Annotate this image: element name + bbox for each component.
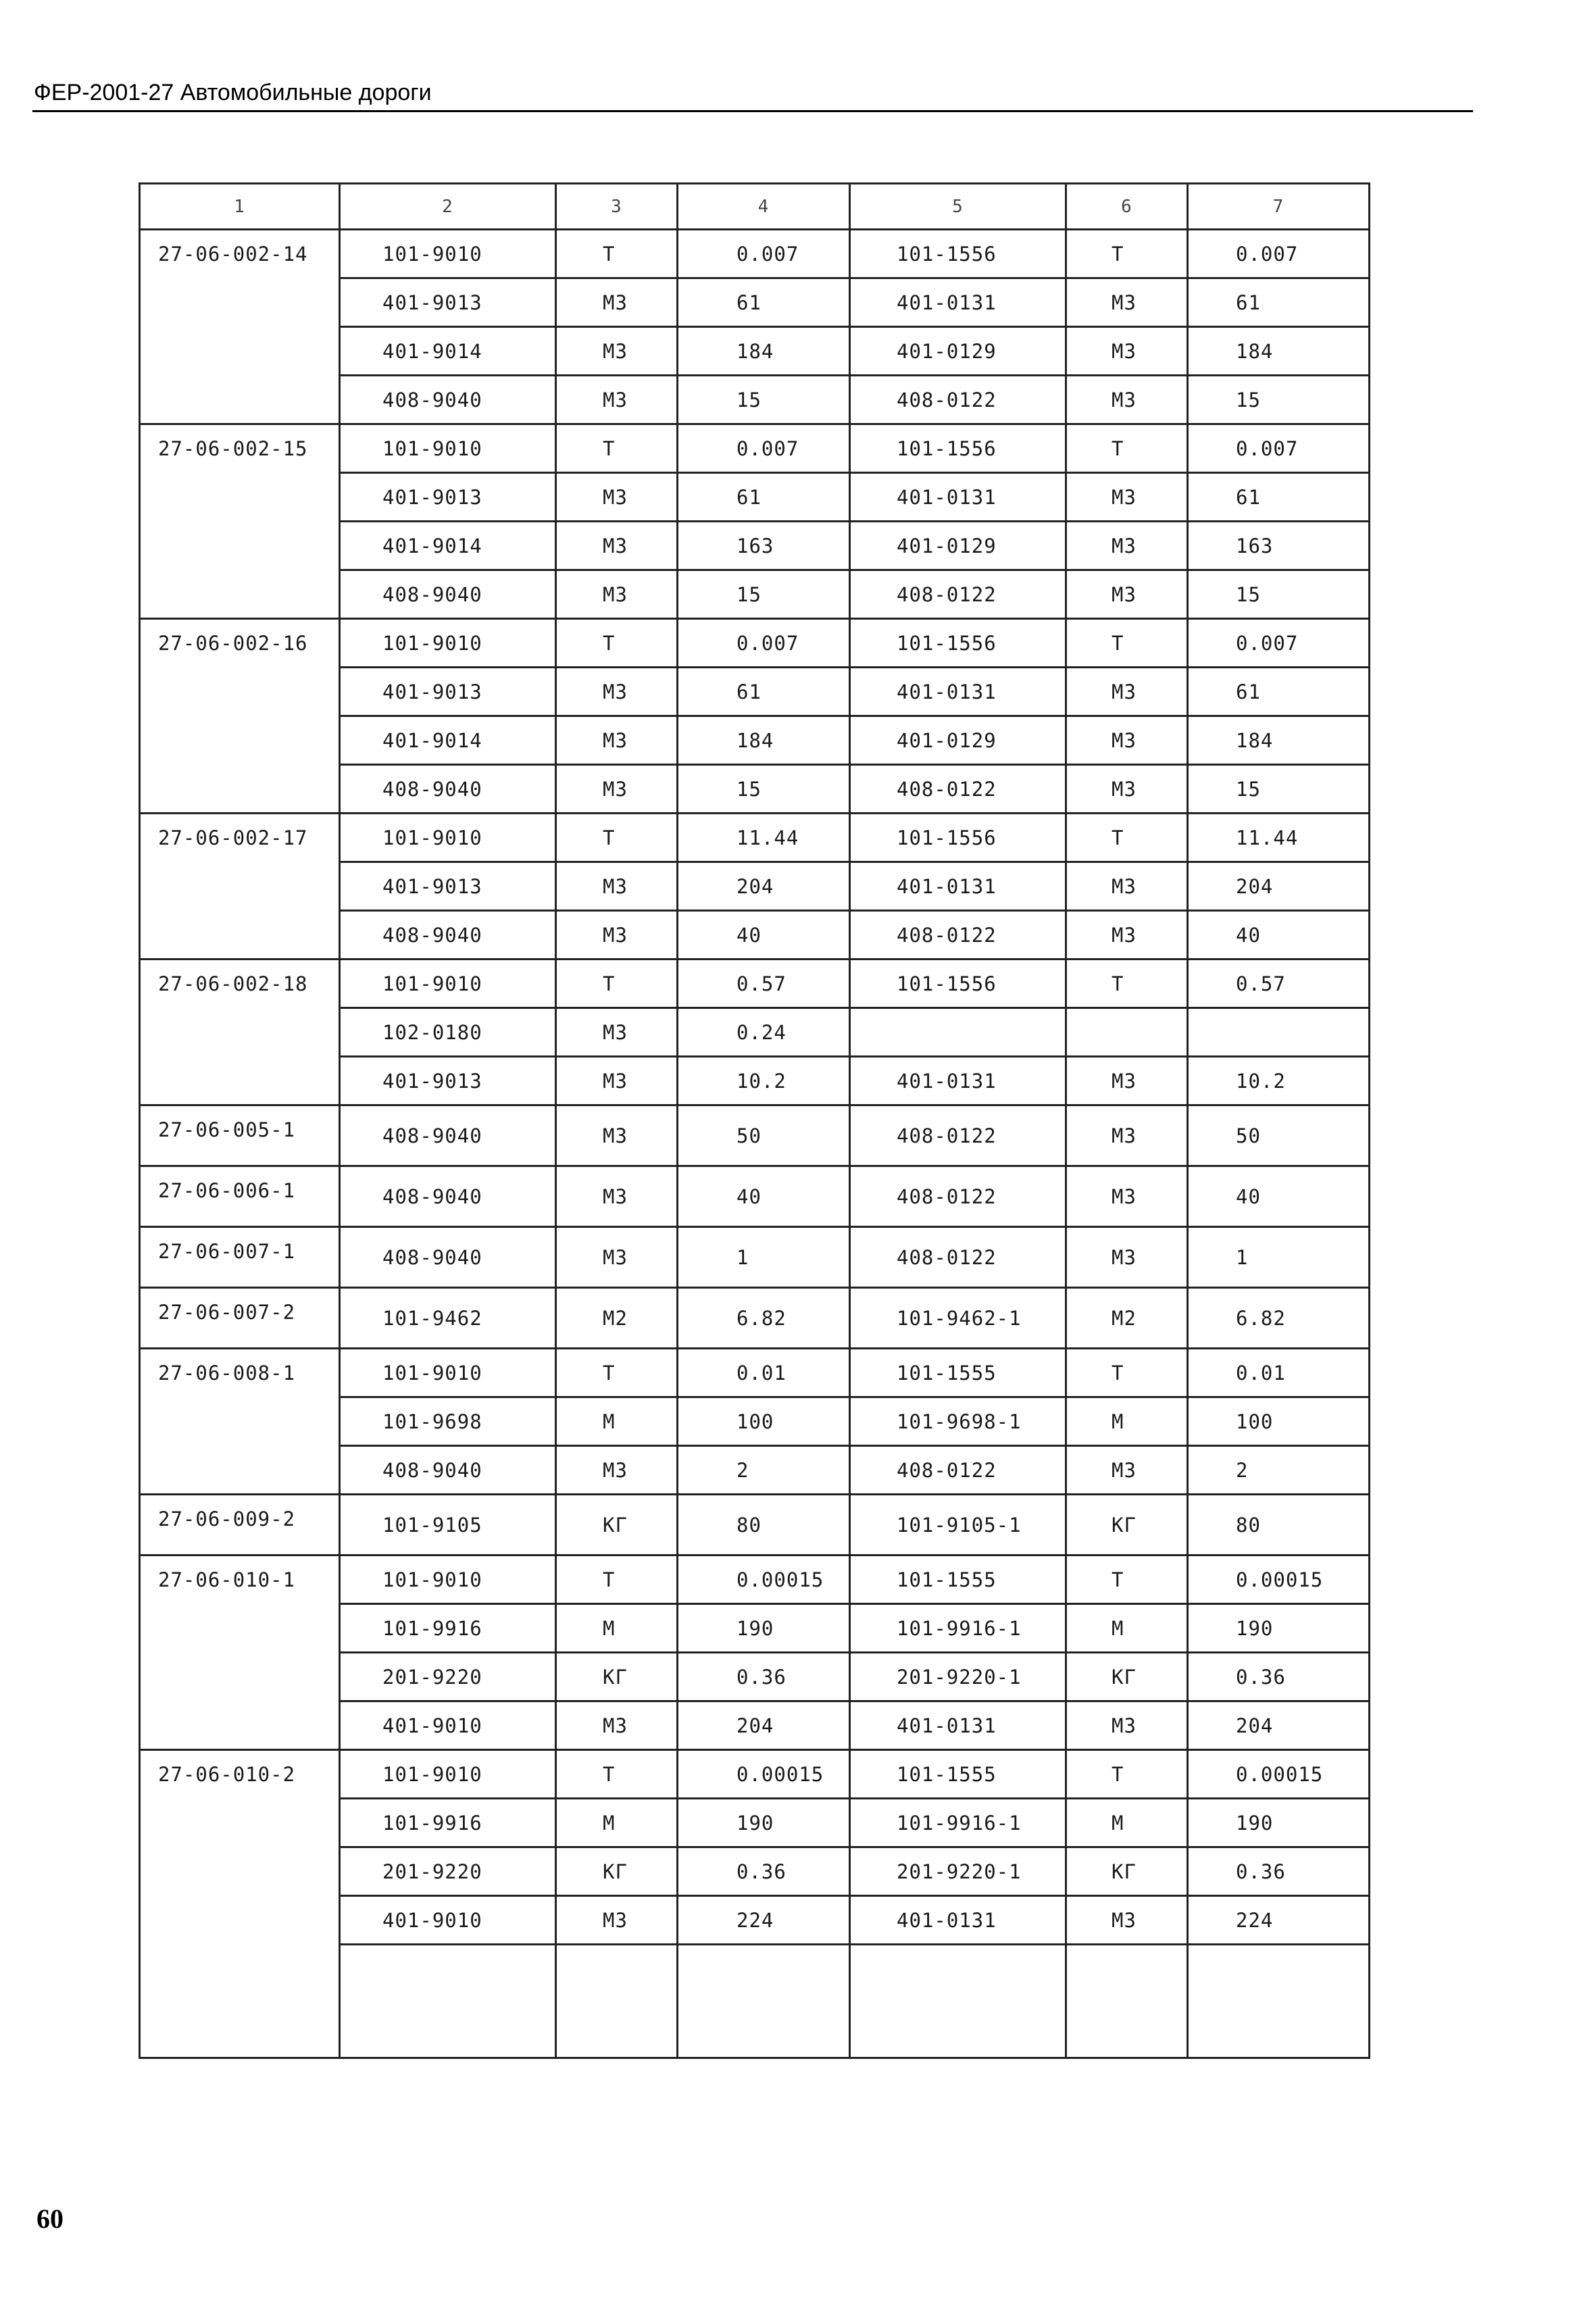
table-cell: М3 (1066, 1166, 1188, 1227)
table-cell: 0.007 (1188, 230, 1370, 278)
table-cell: М3 (556, 473, 678, 522)
table-cell: 100 (1188, 1397, 1370, 1446)
rate-code-cell: 27-06-002-18 (140, 960, 340, 1105)
table-cell: М3 (1066, 327, 1188, 376)
table-cell: Т (1066, 424, 1188, 473)
table-cell: 15 (678, 376, 850, 424)
table-cell: М3 (1066, 668, 1188, 716)
table-cell: 408-0122 (850, 1105, 1066, 1166)
table-cell: 401-0131 (850, 862, 1066, 911)
table-cell: 101-9462-1 (850, 1288, 1066, 1349)
table-cell: 408-9040 (340, 911, 556, 960)
table-cell: 0.007 (678, 619, 850, 668)
table-cell: 101-9010 (340, 424, 556, 473)
table-row (140, 1227, 1370, 1288)
rate-code-cell: 27-06-008-1 (140, 1349, 340, 1495)
table-cell: 101-1555 (850, 1750, 1066, 1799)
table-cell: Т (556, 1555, 678, 1604)
blank-cell (1188, 1945, 1370, 2058)
table-cell: КГ (556, 1495, 678, 1555)
table-cell: М3 (556, 1166, 678, 1227)
table-cell: 204 (1188, 862, 1370, 911)
table-cell: 101-9010 (340, 619, 556, 668)
rate-code-cell: 27-06-010-2 (140, 1750, 340, 2058)
blank-cell (1066, 1945, 1188, 2058)
table-cell: 401-0129 (850, 522, 1066, 570)
table-cell (1188, 1008, 1370, 1057)
table-cell: КГ (1066, 1653, 1188, 1701)
table-cell: М (556, 1799, 678, 1847)
table-cell: 40 (678, 1166, 850, 1227)
table-cell: Т (1066, 1750, 1188, 1799)
table-cell: М3 (556, 1057, 678, 1105)
table-cell: 408-9040 (340, 1227, 556, 1288)
table-cell: 40 (1188, 1166, 1370, 1227)
column-header: 7 (1188, 184, 1370, 230)
blank-cell (850, 1945, 1066, 2058)
table-cell: 10.2 (1188, 1057, 1370, 1105)
table-cell: 408-9040 (340, 376, 556, 424)
table-cell: М3 (1066, 376, 1188, 424)
table-cell: М3 (1066, 1057, 1188, 1105)
table-cell: 15 (1188, 570, 1370, 619)
table-cell: 0.57 (678, 960, 850, 1008)
table-cell: 190 (678, 1799, 850, 1847)
table-cell: М3 (1066, 1105, 1188, 1166)
column-header: 1 (140, 184, 340, 230)
table-cell: Т (1066, 1349, 1188, 1397)
table-cell: 401-9014 (340, 716, 556, 765)
table-cell: 101-9698-1 (850, 1397, 1066, 1446)
table-cell: М3 (1066, 473, 1188, 522)
table-cell: 408-9040 (340, 765, 556, 814)
table-cell: 401-0131 (850, 1057, 1066, 1105)
table-cell: 0.01 (1188, 1349, 1370, 1397)
table-cell: 101-1556 (850, 814, 1066, 862)
table-cell: М3 (1066, 1701, 1188, 1750)
table-cell: 0.007 (678, 424, 850, 473)
table-cell: М3 (1066, 1227, 1188, 1288)
table-cell: М3 (1066, 1896, 1188, 1945)
table-row (140, 960, 1370, 1008)
table-cell: 40 (1188, 911, 1370, 960)
table-cell: 190 (678, 1604, 850, 1653)
table-cell: 101-1555 (850, 1349, 1066, 1397)
table-cell: 50 (678, 1105, 850, 1166)
table-cell: 101-9916-1 (850, 1799, 1066, 1847)
table-cell: 401-9013 (340, 668, 556, 716)
table-cell: 101-9010 (340, 960, 556, 1008)
table-cell: 184 (1188, 716, 1370, 765)
table-cell: 1 (1188, 1227, 1370, 1288)
blank-cell (678, 1945, 850, 2058)
table-cell: 6.82 (678, 1288, 850, 1349)
table-cell: 101-9010 (340, 814, 556, 862)
rate-code-cell: 27-06-002-17 (140, 814, 340, 960)
table-cell: М (1066, 1799, 1188, 1847)
rate-code-cell: 27-06-005-1 (140, 1105, 340, 1166)
table-cell: М3 (556, 327, 678, 376)
table-cell: М3 (1066, 570, 1188, 619)
table-row (140, 1166, 1370, 1227)
table-row (140, 230, 1370, 278)
column-number-row (140, 184, 1370, 230)
table-cell: М3 (556, 668, 678, 716)
blank-cell (556, 1945, 678, 2058)
table-cell: М3 (556, 716, 678, 765)
table-cell: Т (1066, 960, 1188, 1008)
table-cell: 401-9013 (340, 473, 556, 522)
table-cell: 401-0131 (850, 668, 1066, 716)
table-cell: 184 (678, 716, 850, 765)
table-cell: 0.00015 (1188, 1555, 1370, 1604)
table-cell: 163 (678, 522, 850, 570)
table-cell: 101-9105-1 (850, 1495, 1066, 1555)
table-row (140, 1105, 1370, 1166)
table-cell: М3 (556, 570, 678, 619)
table-cell: 0.007 (1188, 424, 1370, 473)
table-cell: 201-9220-1 (850, 1847, 1066, 1896)
table-cell: 401-9014 (340, 522, 556, 570)
table-cell: 401-0129 (850, 327, 1066, 376)
table-cell: Т (556, 1750, 678, 1799)
table-cell: 101-1556 (850, 424, 1066, 473)
table-cell: 0.36 (678, 1847, 850, 1896)
table-cell: М3 (556, 911, 678, 960)
table-cell: М3 (556, 1896, 678, 1945)
rate-code-cell: 27-06-002-16 (140, 619, 340, 814)
blank-cell (340, 1945, 556, 2058)
table-row (140, 1495, 1370, 1555)
table-cell: 204 (678, 1701, 850, 1750)
table-cell: 401-9013 (340, 1057, 556, 1105)
table-cell: 101-9916-1 (850, 1604, 1066, 1653)
table-cell: М3 (556, 862, 678, 911)
table-cell: 184 (1188, 327, 1370, 376)
table-cell: 401-9013 (340, 862, 556, 911)
table-cell: 0.00015 (1188, 1750, 1370, 1799)
table-cell: 401-9010 (340, 1896, 556, 1945)
table-cell: М2 (1066, 1288, 1188, 1349)
table-cell: М3 (1066, 765, 1188, 814)
table-cell: 61 (678, 668, 850, 716)
table-cell: М3 (556, 1105, 678, 1166)
table-cell: 61 (1188, 278, 1370, 327)
table-cell: 15 (678, 570, 850, 619)
table-cell: 101-9698 (340, 1397, 556, 1446)
table-cell: 0.00015 (678, 1750, 850, 1799)
table-cell: Т (556, 960, 678, 1008)
table-cell: 204 (1188, 1701, 1370, 1750)
table-cell: М3 (556, 376, 678, 424)
table-cell: 2 (678, 1446, 850, 1495)
table-cell: 80 (678, 1495, 850, 1555)
table-cell: М3 (1066, 1446, 1188, 1495)
table-cell: 61 (678, 278, 850, 327)
table-cell: 163 (1188, 522, 1370, 570)
table-cell: 0.36 (678, 1653, 850, 1701)
table-cell: 401-9010 (340, 1701, 556, 1750)
table-cell: 6.82 (1188, 1288, 1370, 1349)
table-cell: 15 (1188, 765, 1370, 814)
rate-code-cell: 27-06-009-2 (140, 1495, 340, 1555)
table-cell: М3 (1066, 911, 1188, 960)
table-cell: Т (1066, 1555, 1188, 1604)
table-cell: 101-9462 (340, 1288, 556, 1349)
table-cell: Т (556, 814, 678, 862)
table-row (140, 619, 1370, 668)
table-row (140, 1349, 1370, 1397)
column-header: 2 (340, 184, 556, 230)
table-cell: 101-9916 (340, 1799, 556, 1847)
table-cell: 40 (678, 911, 850, 960)
table-cell: 11.44 (1188, 814, 1370, 862)
table-cell: М3 (1066, 278, 1188, 327)
header-rule (32, 110, 1473, 112)
table-cell: М3 (1066, 716, 1188, 765)
table-cell: 401-9014 (340, 327, 556, 376)
table-cell: КГ (1066, 1847, 1188, 1896)
table-cell: 408-0122 (850, 1227, 1066, 1288)
rate-code-cell: 27-06-006-1 (140, 1166, 340, 1227)
table-cell: 401-0131 (850, 473, 1066, 522)
table-cell: 101-9010 (340, 1750, 556, 1799)
page-header-title: ФЕР-2001-27 Автомобильные дороги (34, 80, 432, 105)
table-cell: 101-1556 (850, 230, 1066, 278)
table-cell: 408-0122 (850, 1446, 1066, 1495)
rate-code-cell: 27-06-002-14 (140, 230, 340, 424)
table-cell: 0.36 (1188, 1653, 1370, 1701)
table-cell: 408-0122 (850, 570, 1066, 619)
table-row (140, 1750, 1370, 1799)
table-cell: 190 (1188, 1799, 1370, 1847)
table-cell: 50 (1188, 1105, 1370, 1166)
table-cell: 101-9010 (340, 230, 556, 278)
table-cell: 401-0131 (850, 1701, 1066, 1750)
table-cell: М (556, 1397, 678, 1446)
table-cell: М3 (1066, 522, 1188, 570)
table-cell: 408-0122 (850, 911, 1066, 960)
table-cell: Т (556, 619, 678, 668)
table-cell: 408-9040 (340, 1105, 556, 1166)
table-cell: 80 (1188, 1495, 1370, 1555)
table-cell: М3 (556, 1446, 678, 1495)
table-cell: 204 (678, 862, 850, 911)
table-cell: Т (556, 1349, 678, 1397)
table-cell: Т (1066, 619, 1188, 668)
table-cell: М3 (556, 1701, 678, 1750)
table-cell: Т (556, 230, 678, 278)
table-cell: 101-1556 (850, 619, 1066, 668)
table-cell: 401-0129 (850, 716, 1066, 765)
column-header: 3 (556, 184, 678, 230)
table-cell: Т (556, 424, 678, 473)
table-cell: 401-0131 (850, 278, 1066, 327)
table-cell: 1 (678, 1227, 850, 1288)
table-cell: М2 (556, 1288, 678, 1349)
table-cell: М3 (556, 1008, 678, 1057)
table-cell: 101-9916 (340, 1604, 556, 1653)
rate-code-cell: 27-06-010-1 (140, 1555, 340, 1750)
table-cell: 15 (678, 765, 850, 814)
column-header: 6 (1066, 184, 1188, 230)
page-number: 60 (36, 2204, 64, 2234)
table-cell: 184 (678, 327, 850, 376)
table-cell (850, 1008, 1066, 1057)
table-cell: 2 (1188, 1446, 1370, 1495)
table-cell: 401-0131 (850, 1896, 1066, 1945)
table-cell: М (1066, 1604, 1188, 1653)
table-cell: М3 (1066, 862, 1188, 911)
table-cell: 201-9220 (340, 1653, 556, 1701)
table-cell: 224 (678, 1896, 850, 1945)
table-cell: М3 (556, 278, 678, 327)
table-cell: КГ (1066, 1495, 1188, 1555)
table-cell: 190 (1188, 1604, 1370, 1653)
table-cell: 101-9105 (340, 1495, 556, 1555)
table-cell: 201-9220 (340, 1847, 556, 1896)
table-cell: 224 (1188, 1896, 1370, 1945)
table-cell: 101-1555 (850, 1555, 1066, 1604)
table-cell: 101-1556 (850, 960, 1066, 1008)
table-cell (1066, 1008, 1188, 1057)
table-cell: 10.2 (678, 1057, 850, 1105)
table-cell: 61 (678, 473, 850, 522)
table-cell: 61 (1188, 473, 1370, 522)
table-cell: 102-0180 (340, 1008, 556, 1057)
table-cell: 408-0122 (850, 376, 1066, 424)
rate-code-cell: 27-06-007-2 (140, 1288, 340, 1349)
table-row (140, 1555, 1370, 1604)
table-cell: 201-9220-1 (850, 1653, 1066, 1701)
table-cell: 101-9010 (340, 1555, 556, 1604)
table-cell: 11.44 (678, 814, 850, 862)
table-cell: 408-9040 (340, 570, 556, 619)
table-cell: 0.01 (678, 1349, 850, 1397)
table-row (140, 1288, 1370, 1349)
table-cell: 61 (1188, 668, 1370, 716)
table-cell: 0.007 (678, 230, 850, 278)
rate-code-cell: 27-06-007-1 (140, 1227, 340, 1288)
resource-table-body (140, 184, 1370, 2058)
table-cell: 101-9010 (340, 1349, 556, 1397)
table-cell: 401-9013 (340, 278, 556, 327)
table-cell: 408-0122 (850, 765, 1066, 814)
table-cell: КГ (556, 1653, 678, 1701)
table-row (140, 424, 1370, 473)
table-cell: М (556, 1604, 678, 1653)
table-cell: 408-0122 (850, 1166, 1066, 1227)
table-cell: М (1066, 1397, 1188, 1446)
table-cell: Т (1066, 814, 1188, 862)
table-cell: 0.36 (1188, 1847, 1370, 1896)
table-row (140, 814, 1370, 862)
column-header: 4 (678, 184, 850, 230)
rate-code-cell: 27-06-002-15 (140, 424, 340, 619)
table-cell: КГ (556, 1847, 678, 1896)
table-cell: 0.57 (1188, 960, 1370, 1008)
table-cell: 0.007 (1188, 619, 1370, 668)
table-cell: 408-9040 (340, 1166, 556, 1227)
table-cell: М3 (556, 765, 678, 814)
resource-table (139, 182, 1370, 2059)
table-cell: 15 (1188, 376, 1370, 424)
table-cell: М3 (556, 1227, 678, 1288)
table-cell: 408-9040 (340, 1446, 556, 1495)
column-header: 5 (850, 184, 1066, 230)
table-cell: 0.24 (678, 1008, 850, 1057)
table-cell: Т (1066, 230, 1188, 278)
table-cell: 0.00015 (678, 1555, 850, 1604)
table-cell: М3 (556, 522, 678, 570)
table-cell: 100 (678, 1397, 850, 1446)
